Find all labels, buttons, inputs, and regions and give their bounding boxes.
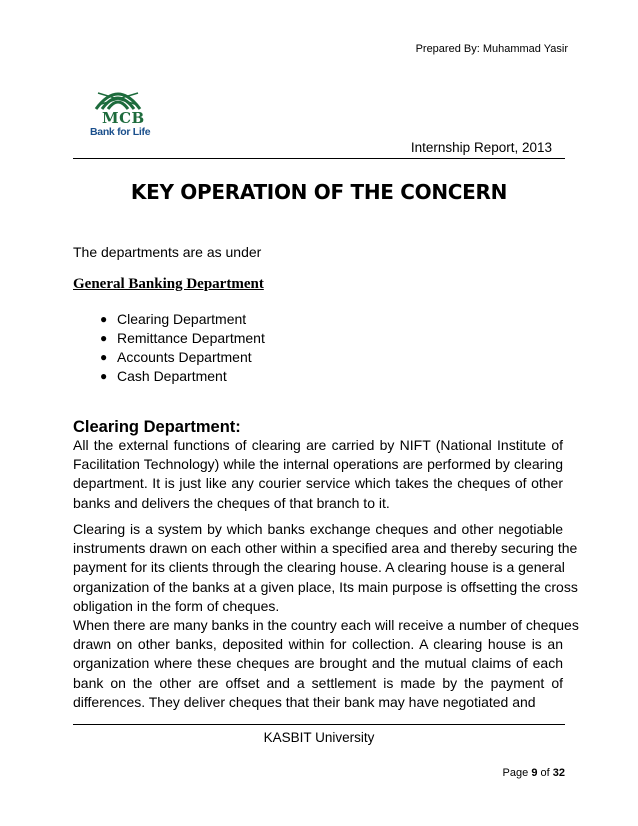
header-divider bbox=[73, 158, 565, 159]
list-item bbox=[100, 310, 265, 329]
footer-divider bbox=[73, 724, 565, 725]
page-of: of bbox=[540, 767, 550, 779]
clearing-paragraph-1 bbox=[73, 436, 563, 513]
text-line: instruments drawn on each other within a specified area and thereby securing the bbox=[73, 540, 578, 557]
department-name: Clearing Department bbox=[117, 311, 247, 327]
mcb-logo-icon bbox=[94, 85, 142, 111]
text-line: Facilitation Technology) while the internal operations are performed by clearing bbox=[73, 456, 563, 473]
bullet-icon: ● bbox=[100, 369, 108, 383]
text-line: drawn on other banks, deposited within for collection. A clearing house is an bbox=[73, 636, 563, 653]
page-prefix: Page bbox=[502, 767, 529, 779]
department-list bbox=[100, 310, 265, 386]
logo-brand: MCB bbox=[102, 109, 145, 127]
clearing-paragraph-3 bbox=[73, 616, 579, 712]
text-line: All the external functions of clearing are carried by NIFT (National Institute of bbox=[73, 437, 563, 453]
department-name: Remittance Department bbox=[117, 330, 265, 346]
page-number bbox=[503, 767, 565, 779]
list-item bbox=[100, 329, 265, 348]
text-line: obligation in the form of cheques. bbox=[73, 597, 280, 614]
bullet-icon: ● bbox=[100, 350, 108, 364]
prepared-by: Prepared By: Muhammad Yasir bbox=[415, 43, 568, 55]
bullet-icon: ● bbox=[100, 331, 108, 345]
text-line: bank on the other are offset and a settlement is made by the payment of bbox=[73, 674, 563, 691]
report-label: Internship Report, 2013 bbox=[410, 140, 552, 155]
text-line: differences. They deliver cheques that their bank may have negotiated and bbox=[73, 693, 536, 710]
text-line: organization where these cheques are brought and the mutual claims of each bbox=[73, 655, 563, 672]
page-title: KEY OPERATION OF THE CONCERN bbox=[130, 180, 508, 204]
clearing-paragraph-2 bbox=[73, 520, 578, 616]
text-line: When there are many banks in the country each will receive a number of cheques bbox=[73, 617, 579, 633]
page-current: 9 bbox=[531, 767, 538, 779]
text-line: banks and delivers the cheques of that branch to it. bbox=[73, 494, 390, 511]
text-line: Clearing is a system by which banks exchange cheques and other negotiable bbox=[73, 521, 563, 537]
general-banking-heading: General Banking Department bbox=[73, 276, 264, 292]
page-total: 32 bbox=[552, 767, 565, 779]
text-line: organization of the banks at a given place, Its main purpose is offsetting the cross bbox=[73, 578, 578, 595]
mcb-logo bbox=[90, 85, 152, 143]
department-name: Accounts Department bbox=[117, 349, 252, 365]
list-item bbox=[100, 348, 265, 367]
bullet-icon: ● bbox=[100, 312, 108, 326]
footer-university: KASBIT University bbox=[263, 730, 375, 745]
clearing-heading: Clearing Department: bbox=[73, 418, 241, 436]
intro-text: The departments are as under bbox=[73, 244, 262, 260]
logo-tagline: Bank for Life bbox=[90, 126, 151, 138]
list-item bbox=[100, 367, 265, 386]
text-line: payment for its clients through the clearing house. A clearing house is a general bbox=[73, 559, 565, 576]
text-line: department. It is just like any courier service which takes the cheques of other bbox=[73, 475, 563, 492]
department-name: Cash Department bbox=[117, 368, 227, 384]
